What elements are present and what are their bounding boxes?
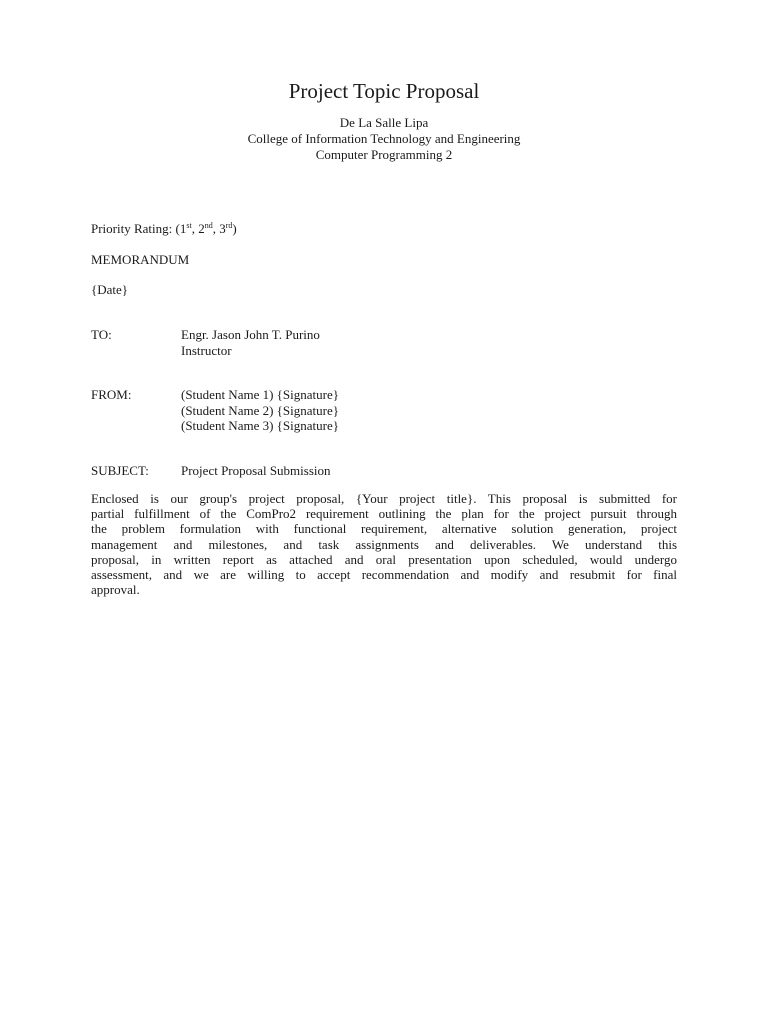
student-line: (Student Name 3) {Signature} bbox=[181, 418, 339, 433]
priority-prefix: Priority Rating: (1 bbox=[91, 221, 187, 236]
to-label: TO: bbox=[91, 327, 112, 342]
priority-rating bbox=[91, 221, 237, 237]
body-line: assessment, and we are willing to accept recommendation and modify and resubmit for final bbox=[91, 566, 677, 582]
subject-text: Project Proposal Submission bbox=[181, 463, 331, 478]
body-line: management and milestones, and task assignments and deliverables. We understand this bbox=[91, 536, 677, 552]
to-recipient bbox=[181, 327, 320, 358]
priority-sep1: , 2 bbox=[191, 221, 205, 236]
body-paragraph bbox=[91, 491, 677, 597]
body-line: partial fulfillment of the ComPro2 requirement outlining the plan for the project pursuit through bbox=[91, 506, 677, 522]
student-line: (Student Name 2) {Signature} bbox=[181, 402, 339, 418]
priority-first-sup: st bbox=[186, 221, 192, 230]
recipient-role: Instructor bbox=[181, 342, 232, 358]
body-line: Enclosed is our group's project proposal, {Your project title}. This proposal is submitted for bbox=[91, 491, 677, 506]
course-name: Computer Programming 2 bbox=[315, 147, 453, 162]
body-line: proposal, in written report as attached and oral presentation upon scheduled, would undergo bbox=[91, 551, 677, 567]
student-line: (Student Name 1) {Signature} bbox=[181, 387, 339, 402]
document-subheading bbox=[0, 115, 768, 163]
college-name: College of Information Technology and Engineering bbox=[247, 131, 521, 146]
recipient-name: Engr. Jason John T. Purino bbox=[181, 327, 320, 342]
body-line: the problem formulation with functional requirement, alternative solution generation, project bbox=[91, 521, 677, 537]
institution-name: De La Salle Lipa bbox=[339, 115, 429, 130]
date-placeholder: {Date} bbox=[91, 282, 129, 297]
from-label: FROM: bbox=[91, 387, 132, 402]
document-title: Project Topic Proposal bbox=[288, 79, 480, 103]
subject-label: SUBJECT: bbox=[91, 463, 149, 478]
priority-sep2: , 3 bbox=[212, 221, 226, 236]
from-senders bbox=[181, 387, 339, 434]
subject-value bbox=[181, 463, 331, 479]
priority-suffix: ) bbox=[232, 221, 237, 236]
priority-third-sup: rd bbox=[225, 221, 233, 230]
priority-second-sup: nd bbox=[204, 221, 213, 230]
body-line: approval. bbox=[91, 582, 140, 598]
memo-heading: MEMORANDUM bbox=[91, 252, 190, 267]
